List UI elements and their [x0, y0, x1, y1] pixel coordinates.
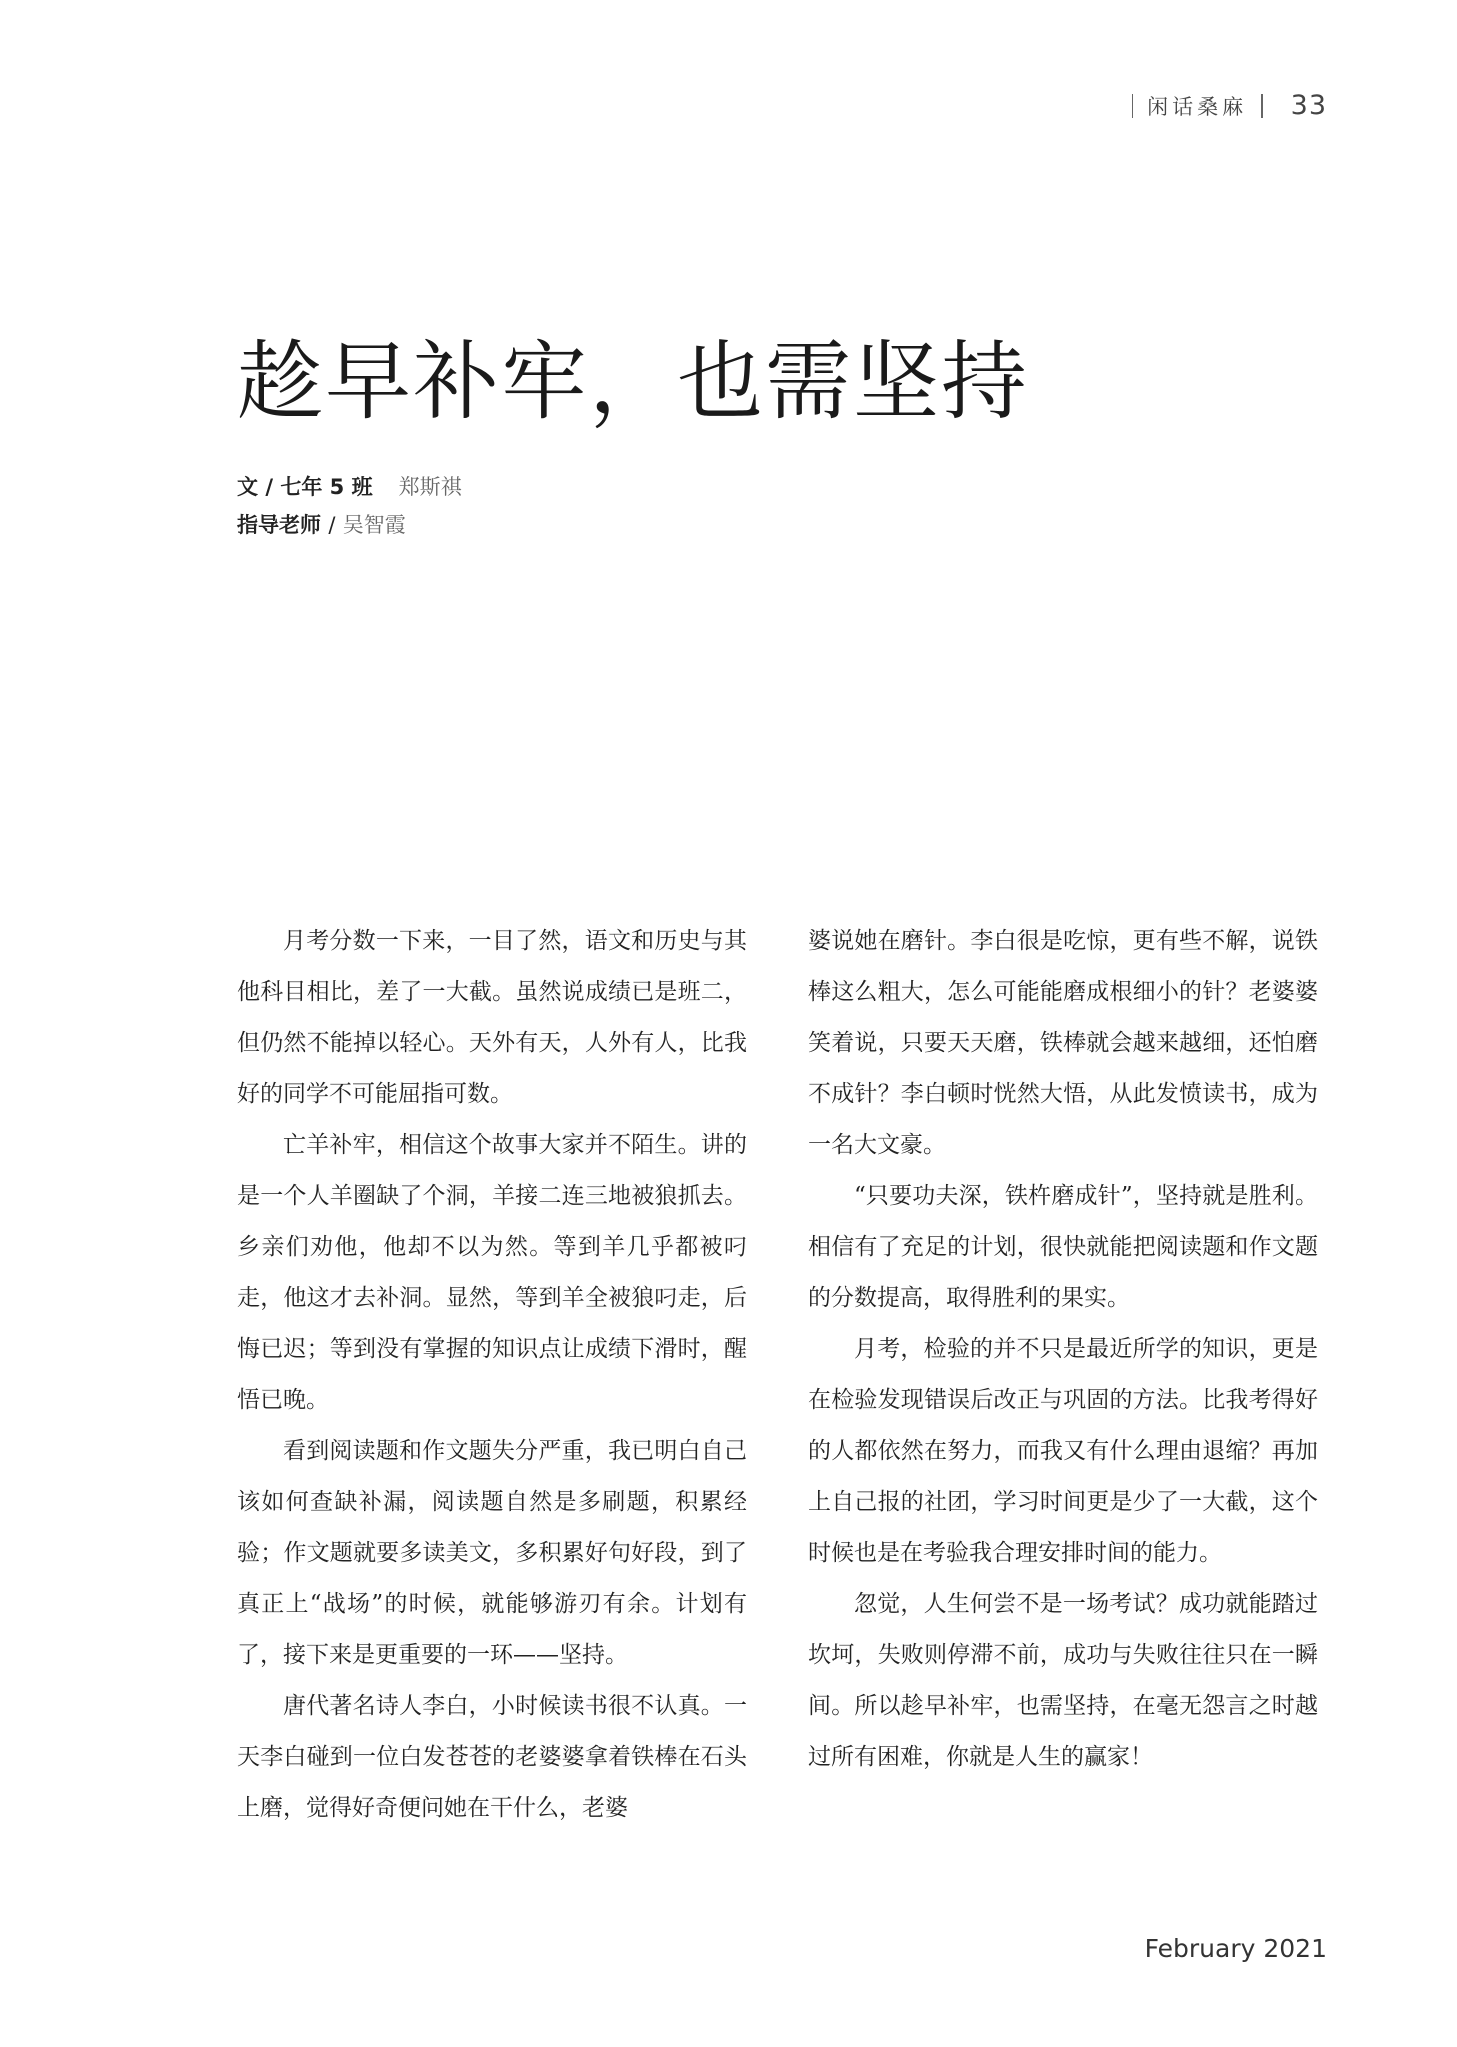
body-column-right — [808, 916, 1318, 1783]
article-title: 趁早补牢，也需坚持 — [237, 332, 1029, 432]
paragraph: 看到阅读题和作文题失分严重，我已明白自己该如何查缺补漏，阅读题自然是多刷题，积累经验；作文题就要多读美文，多积累好句好段，到了真正上“战场”的时候，就能够游刃有余。计划有了，接下来是更重要的一环——坚持。 — [237, 1438, 747, 1668]
teacher-label: 指导老师 — [237, 513, 321, 537]
paragraph: 月考，检验的并不只是最近所学的知识，更是在检验发现错误后改正与巩固的方法。比我考得好的人都依然在努力，而我又有什么理由退缩？再加上自己报的社团，学习时间更是少了一大截，这个时候也是在考验我合理安排时间的能力。 — [808, 1336, 1318, 1566]
author-label: 文 — [237, 475, 258, 499]
section-name: 闲话桑麻 — [1147, 94, 1248, 119]
byline-slash: / — [328, 513, 336, 537]
paragraph: 月考分数一下来，一目了然，语文和历史与其他科目相比，差了一大截。虽然说成绩已是班二，但仍然不能掉以轻心。天外有天，人外有人，比我好的同学不可能屈指可数。 — [237, 928, 747, 1107]
paragraph: 忽觉，人生何尝不是一场考试？成功就能踏过坎坷，失败则停滞不前，成功与失败往往只在一瞬间。所以趁早补牢，也需坚持，在毫无怨言之时越过所有困难，你就是人生的赢家！ — [808, 1591, 1318, 1770]
page-number: 33 — [1290, 90, 1327, 121]
paragraph: 唐代著名诗人李白，小时候读书很不认真。一天李白碰到一位白发苍苍的老婆婆拿着铁棒在石头上磨，觉得好奇便问她在干什么，老婆 — [237, 1693, 747, 1821]
page-header — [1132, 90, 1327, 121]
byline-slash: / — [265, 475, 274, 499]
author-name: 郑斯祺 — [398, 475, 462, 499]
paragraph-continued: 婆说她在磨针。李白很是吃惊，更有些不解，说铁棒这么粗大，怎么可能能磨成根细小的针？老婆婆笑着说，只要天天磨，铁棒就会越来越细，还怕磨不成针？李白顿时恍然大悟，从此发愤读书，成为一名大文豪。 — [808, 928, 1318, 1158]
header-divider-right — [1261, 94, 1263, 118]
header-divider-left — [1132, 94, 1134, 118]
article-byline — [237, 468, 462, 544]
paragraph: 亡羊补牢，相信这个故事大家并不陌生。讲的是一个人羊圈缺了个洞，羊接二连三地被狼抓去。乡亲们劝他，他却不以为然。等到羊几乎都被叼走，他这才去补洞。显然，等到羊全被狼叼走，后悔已迟；等到没有掌握的知识点让成绩下滑时，醒悟已晚。 — [237, 1132, 747, 1413]
teacher-name: 吴智霞 — [342, 513, 406, 537]
author-class: 七年 5 班 — [280, 475, 373, 499]
teacher-line — [237, 506, 462, 544]
paragraph: “只要功夫深，铁杵磨成针”，坚持就是胜利。相信有了充足的计划，很快就能把阅读题和作文题的分数提高，取得胜利的果实。 — [808, 1183, 1318, 1311]
issue-date: February 2021 — [1144, 1934, 1327, 1963]
body-column-left — [237, 916, 747, 1834]
author-line — [237, 468, 462, 506]
